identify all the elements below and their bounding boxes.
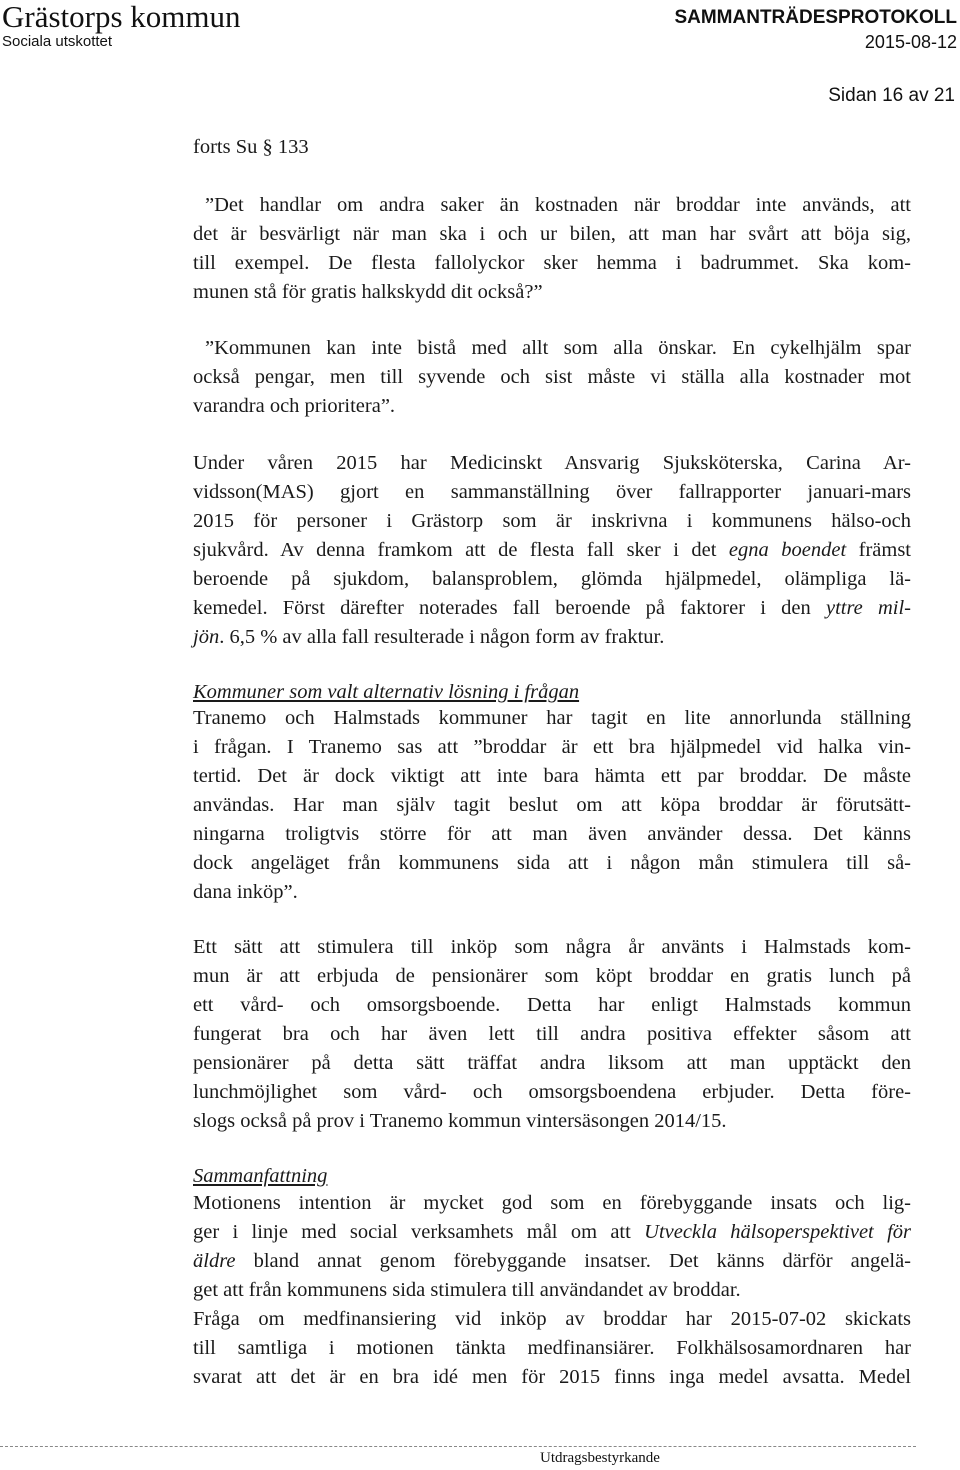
text-line: det är besvärligt när man ska i och ur bilen, att man har svårt att böja sig, bbox=[193, 223, 911, 245]
text-line: ett vård- och omsorgsboende. Detta har enligt Halmstads kommun bbox=[193, 994, 911, 1016]
text-line bbox=[193, 1247, 911, 1276]
emphasis-outdoor-env-end: jön bbox=[193, 626, 220, 648]
page-number: Sidan 16 av 21 bbox=[828, 85, 955, 106]
document-type: SAMMANTRÄDESPROTOKOLL bbox=[674, 7, 957, 28]
footer-certification: Utdragsbestyrkande bbox=[540, 1450, 660, 1466]
text-line: i frågan. I Tranemo sas att ”broddar är ett bra hjälpmedel vid halka vin- bbox=[193, 736, 911, 758]
text-line: ”Det handlar om andra saker än kostnaden när broddar inte används, att bbox=[205, 194, 911, 216]
text-segment: . 6,5 % av alla fall resulterade i någon form av fraktur. bbox=[219, 626, 665, 648]
text-line: lunchmöjlighet som vård- och omsorgsboendena erbjuder. Detta före- bbox=[193, 1081, 911, 1103]
emphasis-outdoor-env: yttre mil- bbox=[825, 597, 911, 619]
section-reference-text: forts Su § 133 bbox=[193, 136, 309, 158]
paragraph-tranemo-halmstad bbox=[193, 704, 911, 907]
text-line: beroende på sjukdom, balansproblem, glömda hjälpmedel, olämpliga lä- bbox=[193, 568, 911, 590]
subheading-alternative bbox=[193, 678, 923, 707]
paragraph-halmstad-lunch bbox=[193, 933, 911, 1136]
text-line: Motionens intention är mycket god som en förebyggande insats och lig- bbox=[193, 1192, 911, 1214]
text-line: pensionärer på detta sätt träffat andra liksom att man upptäckt den bbox=[193, 1052, 911, 1074]
text-line: varandra och prioritera”. bbox=[193, 395, 396, 417]
text-segment: ger i linje med social verksamhets mål om att bbox=[193, 1221, 645, 1243]
text-line: användas. Har man själv tagit beslut om att köpa broddar är förutsätt- bbox=[193, 794, 911, 816]
municipality-name: Grästorps kommun bbox=[2, 0, 241, 34]
text-line: också pengar, men till syvende och sist måste vi ställa alla kostnader mot bbox=[193, 366, 911, 388]
text-line: munen stå för gratis halkskydd dit också?” bbox=[193, 281, 543, 303]
text-line: vidsson(MAS) gjort en sammanställning över fallrapporter januari-mars bbox=[193, 481, 911, 503]
text-segment: sjukvård. Av denna framkom att de flesta fall sker i det bbox=[193, 539, 729, 561]
text-line bbox=[193, 536, 911, 565]
text-line: fungerat bra och har även lett till andra positiva effekter såsom att bbox=[193, 1023, 911, 1045]
emphasis-health-goal-end: äldre bbox=[193, 1250, 236, 1272]
text-line: Ett sätt att stimulera till inköp som några år använts i Halmstads kom- bbox=[193, 936, 911, 958]
footer-divider bbox=[0, 1446, 916, 1447]
text-line: dock angeläget från kommunens sida att i någon mån stimulera till så- bbox=[193, 852, 911, 874]
section-reference bbox=[193, 133, 923, 162]
text-line: till samtliga i motionen tänkta medfinansiärer. Folkhälsosamordnaren har bbox=[193, 1337, 911, 1359]
subheading-alternative-text: Kommuner som valt alternativ lösning i frågan bbox=[193, 681, 580, 703]
text-line bbox=[193, 623, 911, 652]
emphasis-health-goal: Utveckla hälsoperspektivet för bbox=[644, 1221, 911, 1243]
text-line: ”Kommunen kan inte bistå med allt som alla önskar. En cykelhjälm spar bbox=[205, 337, 911, 359]
text-line: 2015 för personer i Grästorp som är inskrivna i kommunens hälso-och bbox=[193, 510, 911, 532]
text-segment: kemedel. Först därefter noterades fall beroende på faktorer i den bbox=[193, 597, 826, 619]
text-line: mun är att erbjuda de pensionärer som köpt broddar en gratis lunch på bbox=[193, 965, 911, 987]
text-line: till exempel. De flesta fallolyckor sker hemma i badrummet. Ska kom- bbox=[193, 252, 911, 274]
paragraph-fall-report bbox=[193, 449, 911, 652]
emphasis-own-home: egna boendet bbox=[728, 539, 847, 561]
text-line: ningarna troligtvis större för att man även använder dessa. Det känns bbox=[193, 823, 911, 845]
text-line: Fråga om medfinansiering vid inköp av broddar har 2015-07-02 skickats bbox=[193, 1308, 911, 1330]
committee-name: Sociala utskottet bbox=[2, 33, 113, 50]
text-line: Tranemo och Halmstads kommuner har tagit en lite annorlunda ställning bbox=[193, 707, 911, 729]
subheading-summary bbox=[193, 1162, 923, 1191]
meeting-date: 2015-08-12 bbox=[864, 32, 957, 52]
text-line: Under våren 2015 har Medicinskt Ansvarig Sjuksköterska, Carina Ar- bbox=[193, 452, 911, 474]
text-line: get att från kommunens sida stimulera till användandet av broddar. bbox=[193, 1279, 741, 1301]
text-segment: främst bbox=[846, 539, 912, 561]
text-line bbox=[193, 594, 911, 623]
text-line: slogs också på prov i Tranemo kommun vintersäsongen 2014/15. bbox=[193, 1110, 727, 1132]
text-line: svarat att det är en bra idé men för 2015 finns inga medel avsatta. Medel bbox=[193, 1366, 911, 1388]
text-line: tertid. Det är dock viktigt att inte bara hämta ett par broddar. De måste bbox=[193, 765, 911, 787]
subheading-summary-text: Sammanfattning bbox=[193, 1165, 328, 1187]
paragraph-summary bbox=[193, 1189, 911, 1392]
text-segment: bland annat genom förebyggande insatser. Det känns därför angelä- bbox=[235, 1250, 911, 1272]
text-line bbox=[193, 1218, 911, 1247]
text-line: dana inköp”. bbox=[193, 881, 298, 903]
paragraph-quote-2 bbox=[193, 334, 911, 421]
paragraph-quote-1 bbox=[193, 191, 911, 307]
